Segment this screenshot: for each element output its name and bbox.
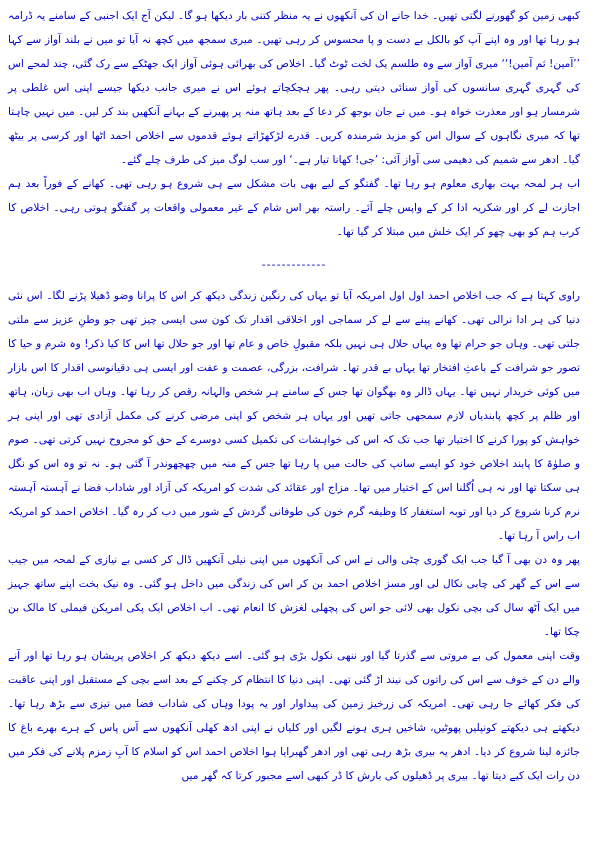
paragraph-1: کبھی زمین کو گھورنے لگتی تھیں۔ خدا جانے ان کی آنکھوں نے یہ منظر کتنی بار دیکھا ہو گا۔ لیکن آج ایک اجنبی کے سامنے یہ ڈرامہ ہو رہا تھا اور وہ اپنے آپ کو بالکل بے دست و پا محسوس کر رہی تھیں۔ میری سمجھ میں کچھ نہ آیا تو میں نے بلند آواز سے کہا ’’آمین! ثم آمین!‘‘ میری آواز سے وہ طلسم یک لخت ٹوٹ گیا۔ اخلاص کی بھرائی ہوئی آواز ایک جھٹکے سے رک گئی، چند لمحے اس کی گہری گہری سانسوں کی آواز سنائی دیتی رہی۔ پھر ہچکچاتے ہوئے اس نے میری جانب دیکھا جیسے اپنی اس غلطی پر شرمسار ہو اور معذرت خواہ ہو۔ میں نے جان بوجھ کر دعا کے بعد ہاتھ منہ پر پھیرنے کے بہانے آنکھیں بند کر لیں۔ میں نہیں چاہتا تھا کہ میری نگاہوں کے سوال اس کو مزید شرمندہ کریں۔ قدرے لڑکھڑاتے ہوئے قدموں سے اخلاص احمد اٹھا اور کرسی پر بیٹھ گیا۔ ادھر سے شمیم کی دھیمی سی آواز آئی: ’جی! کھانا تیار ہے۔‘ اور سب لوگ میز کی طرف چلے گئے۔ xyxy=(8,10,580,166)
section-divider: ------------- xyxy=(261,258,327,271)
paragraph-5: وقت اپنی معمول کی بے مروتی سے گذرتا گیا اور ننھی نکول بڑی ہو گئی۔ اسے دیکھ دیکھ کر اخلاص پریشان ہو رہا تھا اور آنے والے دن کے خوف سے اس کی راتوں کی نیند اڑ گئی تھی۔ اپنی دنیا کا انتظام کر چکنے کے بعد اسے بچی کے مستقبل اور اپنی عاقبت کی فکر کھائے جا رہی تھی۔ امریکہ کی زرخیز زمین کی پیداوار اور یہ پودا وہاں کی شاداب فضا میں تیزی سے بڑھ رہا تھا۔ دیکھتے ہی دیکھتے کونپلیں پھوٹیں، شاخیں ہری ہونے لگیں اور کلیاں نے اپنی ادھ کھلی آنکھوں سے آس پاس کے ہرے بھرے باغ کا جائزہ لینا شروع کر دیا۔ ادھر یہ بیری بڑھ رہی تھی اور ادھر گھبرایا ہوا اخلاص احمد اس کو اسلام کا آبِ زمزم پلانے کی فکر میں دن رات ایک کیے دیتا تھا۔ بیری پر ڈھیلوں کی بارش کا ڈر کبھی اسے مجبور کرتا کہ گھر میں xyxy=(8,650,580,782)
paragraph-2: اب ہر لمحہ بہت بھاری معلوم ہو رہا تھا۔ گفتگو کے لیے بھی بات مشکل سے ہی شروع ہو رہی تھی۔ کھانے کے فوراً بعد ہم اجازت لے کر اور شکریہ ادا کر کے واپس چلے آئے۔ راستہ بھر اس شام کے غیر معمولی واقعات پر گفتگو ہوتی رہی۔ اخلاص کا کرب ہم کو بھی چھو کر ایک خلش میں مبتلا کر گیا تھا۔ xyxy=(8,178,580,238)
paragraph-3: راوی کہتا ہے کہ جب اخلاص احمد اول اول امریکہ آیا تو یہاں کی رنگین زندگی دیکھ کر اس کا پرانا وضو ڈھیلا پڑنے لگا۔ اس نئی دنیا کی ہر ادا نرالی تھی۔ کھانے پینے سے لے کر سماجی اور اخلاقی اقدار تک کون سی ایسی چیز تھی جو وطنِ عزیز سے ملتی جلتی تھی۔ وہاں جو حرام تھا وہ یہاں حلال ہی نہیں بلکہ مقبولِ خاص و عام تھا اور جو حلال تھا اس کا کیا ذکر! وہ شرم و حیا کا تصور جو شرافت کے باعثِ افتخار تھا یہاں بے قدر تھا۔ شرافت، بزرگی، عصمت و عفت اور ایسی ہی دقیانوسی اقدار کا اس بازار میں کوئی خریدار نہیں تھا۔ یہاں ڈالر وہ بھگوان تھا جس کے سامنے ہر شخص والہانہ رقص کر رہا تھا۔ وہاں اب بھی زبان، ہاتھ اور ظلم پر کچھ پابندیاں لازم سمجھی جاتی تھیں اور یہاں ہر شخص کو اپنی مرضی کرنے کی مکمل آزادی تھی اور اپنی ہر خواہش کو پورا کرنے کا اختیار تھا جب تک کہ اس کی خواہشات کی تکمیل کسی دوسرے کے حق کو مجروح نہیں کرتی تھی۔ صوم و صلوٰۃ کا پابند اخلاص خود کو ایسے سانپ کی حالت میں پا رہا تھا جس کے منہ میں چھچھوندر آ گئی ہو۔ نہ تو وہ اس کو نگل ہی سکتا تھا اور نہ ہی اُگلنا اس کے اختیار میں تھا۔ مزاج اور عقائد کی شدت کو امریکہ کی آزاد اور شاداب فضا نے آہستہ آہستہ نرم کرنا شروع کر دیا اور توبہ استغفار کا وظیفہ گرم خون کی طوفانی گردش کے شور میں دب کر رہ گیا۔ اخلاص احمد کو امریکہ اب راس آ رہا تھا۔ xyxy=(8,290,580,542)
paragraph-4: پھر وہ دن بھی آ گیا جب ایک گوری چٹی والی نے اس کی آنکھوں میں اپنی نیلی آنکھیں ڈال کر کسی بے نیازی کے لمحہ میں جیب سے اس کے گھر کی چابی نکال لی اور مسز اخلاص احمد بن کر اس کی زندگی میں داخل ہو گئی۔ وہ نیک بخت اپنے ساتھ جہیز میں ایک آٹھ سال کی بچی نکول بھی لائی جو اس کی پچھلی لغزش کا انعام تھی۔ اب اخلاص ایک پکی امریکن فیملی کا مالک بن چکا تھا۔ xyxy=(8,554,580,638)
